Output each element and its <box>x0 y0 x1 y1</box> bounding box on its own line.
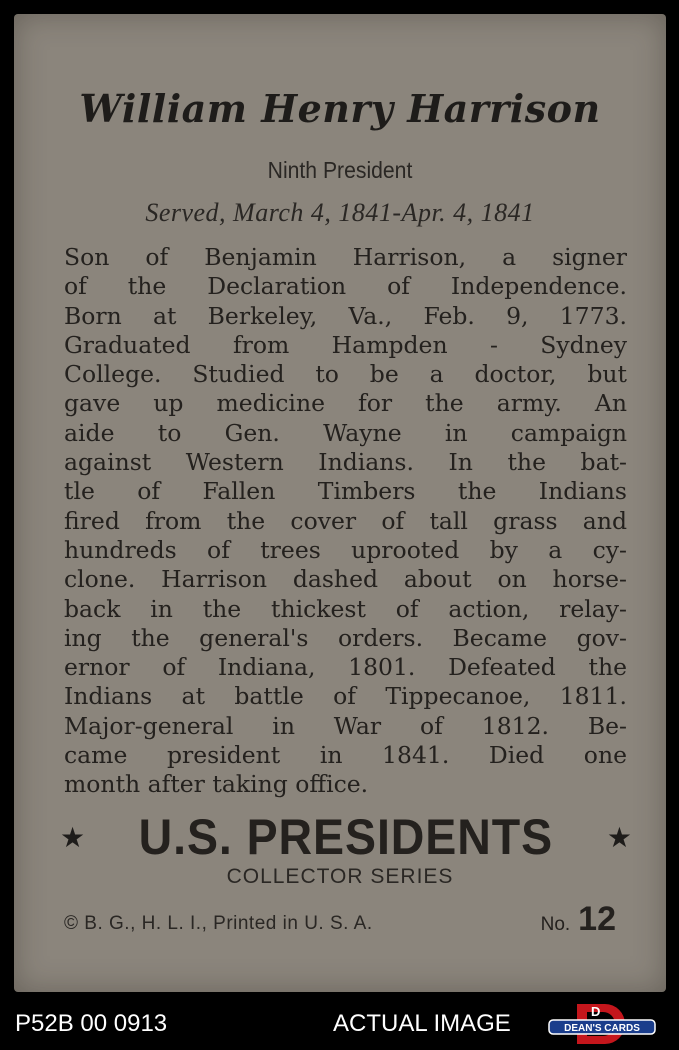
logo-letter: D <box>591 1004 601 1019</box>
copyright-line: © B. G., H. L. I., Printed in U. S. A. <box>64 913 373 934</box>
bio-line: tle of Fallen Timbers the Indians <box>64 477 627 506</box>
biography-text <box>64 243 627 800</box>
star-icon: ★ <box>606 820 632 854</box>
bio-line: College. Studied to be a doctor, but <box>64 360 627 389</box>
trading-card-back <box>14 14 666 992</box>
bio-line: Graduated from Hampden - Sydney <box>64 330 627 359</box>
series-title: U.S. PRESIDENTS <box>138 809 554 865</box>
deans-cards-logo <box>547 1002 657 1046</box>
bio-line: against Western Indians. In the bat- <box>64 448 627 477</box>
logo-text: DEAN'S CARDS <box>564 1023 640 1034</box>
card-number-value: 12 <box>578 900 616 938</box>
card-number-label: No. <box>540 914 571 935</box>
series-banner <box>60 808 632 866</box>
bio-line: Born at Berkeley, Va., Feb. 9, 1773. <box>64 301 627 330</box>
card-subtitle: Ninth President <box>267 157 413 183</box>
bio-line: gave up medicine for the army. An <box>64 389 627 418</box>
catalog-id: P52B 00 0913 <box>15 1010 168 1037</box>
bio-line: came president in 1841. Died one <box>64 741 627 770</box>
bio-line: clone. Harrison dashed about on horse- <box>64 565 627 594</box>
bio-line: fired from the cover of tall grass and <box>64 506 627 535</box>
bio-line: Son of Benjamin Harrison, a signer <box>64 243 627 271</box>
bio-line: Major-general in War of 1812. Be- <box>64 711 627 740</box>
series-subtitle: COLLECTOR SERIES <box>226 865 454 888</box>
actual-image-label: ACTUAL IMAGE <box>333 1010 511 1037</box>
served-dates: Served, March 4, 1841-Apr. 4, 1841 <box>145 198 535 227</box>
bio-line: hundreds of trees uprooted by a cy- <box>64 535 627 564</box>
bio-line: ernor of Indiana, 1801. Defeated the <box>64 653 627 682</box>
bio-line: ing the general's orders. Became gov- <box>64 623 627 652</box>
bio-line: Indians at battle of Tippecanoe, 1811. <box>64 682 627 711</box>
star-icon: ★ <box>60 820 86 854</box>
card-number <box>541 900 616 939</box>
bio-line: aide to Gen. Wayne in campaign <box>64 418 627 447</box>
card-title: William Henry Harrison <box>79 86 601 131</box>
bio-line: of the Declaration of Independence. <box>64 272 627 301</box>
bio-line: back in the thickest of action, relay- <box>64 594 627 623</box>
bio-line-last: month after taking office. <box>64 770 369 799</box>
